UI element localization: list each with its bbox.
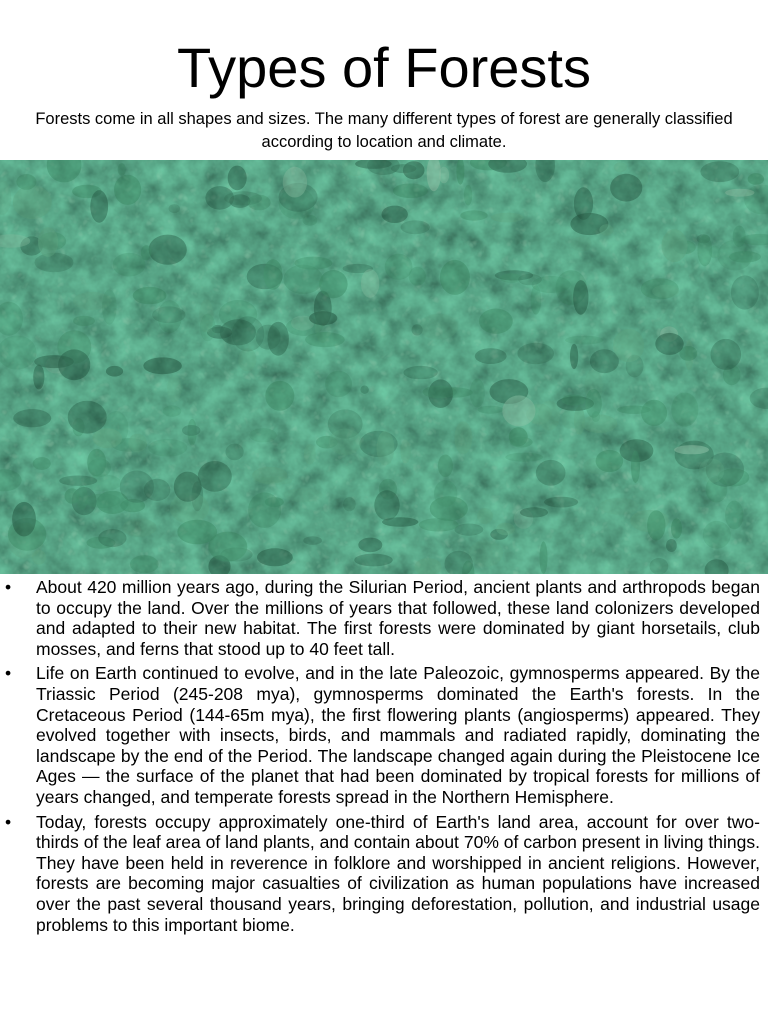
bullet-item	[0, 577, 768, 659]
bullet-item	[0, 812, 768, 936]
bullet-text: Today, forests occupy approximately one-third of Earth's land area, account for over two-thirds of the leaf area of land plants, and contain about 70% of carbon present in living things. They have been held in reverence in folklore and worshipped in ancient religions. However, forests are becoming major casualties of civilization as human populations have increased over the past several thousand years, bringing deforestation, pollution, and industrial usage problems to this important biome.	[36, 811, 760, 935]
forest-canopy-photo	[0, 160, 768, 574]
page-title: Types of Forests	[177, 36, 591, 99]
bullet-text: Life on Earth continued to evolve, and in the late Paleozoic, gymnosperms appeared. By the Triassic Period (245-208 mya), gymnosperms dominated the Earth's forests. In the Cretaceous Period (144-65m mya), the first flowering plants (angiosperms) appeared. They evolved together with insects, birds, and mammals and radiated rapidly, dominating the landscape by the end of the Period. The landscape changed again during the Pleistocene Ice Ages — the surface of the planet that had been dominated by tropical forests for millions of years changed, and temperate forests spread in the Northern Hemisphere.	[36, 663, 760, 807]
bullet-list	[0, 577, 768, 939]
bullet-marker: •	[5, 811, 12, 832]
page-subtitle: Forests come in all shapes and sizes. The many different types of forest are generally classified according to location and climate.	[35, 110, 733, 151]
bullet-text: About 420 million years ago, during the Silurian Period, ancient plants and arthropods began to occupy the land. Over the millions of years that followed, these land colonizers developed and adapted to their new habitat. The first forests were dominated by giant horsetails, club mosses, and ferns that stood up to 40 feet tall.	[36, 577, 760, 659]
bullet-marker: •	[5, 577, 12, 597]
bullet-item	[0, 663, 768, 807]
bullet-marker: •	[5, 663, 12, 684]
